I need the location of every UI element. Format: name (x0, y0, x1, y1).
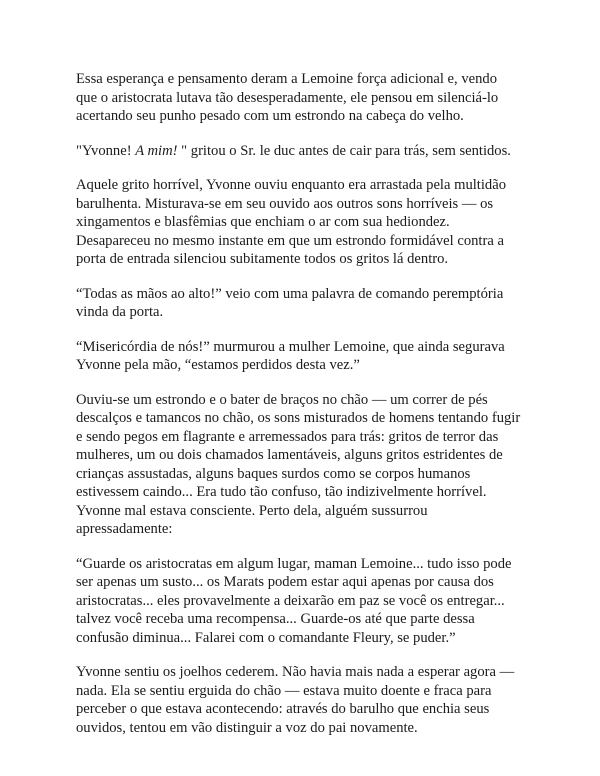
text-line: “Misericórdia de nós!” murmurou a mulher Lemoine, que ainda segurava (76, 338, 505, 355)
text-line: nada. Ela se sentiu erguida do chão — estava muito doente e fraca para (76, 682, 492, 699)
text-line: Desapareceu no mesmo instante em que um estrondo formidável contra a (76, 232, 504, 249)
text-line: crianças assustadas, alguns baques surdos como se corpos humanos (76, 465, 471, 482)
text-line: xingamentos e blasfêmias que enchiam o ar com sua hediondez. (76, 214, 450, 230)
text-line: estivessem caindo... Era tudo tão confuso, tão indizivelmente horrível. (76, 484, 487, 500)
text-line: porta de entrada silenciou subitamente todos os gritos lá dentro. (76, 251, 449, 267)
text-line: Yvonne pela mão, “estamos perdidos desta vez.” (76, 357, 360, 373)
paragraph-8 (76, 663, 546, 737)
paragraph-2 (76, 142, 546, 161)
text-line: ouvidos, tentou em vão distinguir a voz do pai novamente. (76, 719, 418, 736)
paragraph-5 (76, 338, 546, 375)
paragraph-4 (76, 285, 546, 322)
text-line: Yvonne mal estava consciente. Perto dela, alguém sussurrou (76, 502, 428, 519)
text-line: que o aristocrata lutava tão desesperadamente, ele pensou em silenciá-lo (76, 89, 499, 106)
quote-rest: " gritou o Sr. le duc antes de cair para trás, sem sentidos. (177, 142, 511, 159)
text-line: vinda da porta. (76, 304, 164, 320)
text-line: confusão diminua... Falarei com o comandante Fleury, se puder.” (76, 629, 456, 646)
text-line: barulhenta. Misturava-se em seu ouvido aos outros sons horríveis — os (76, 195, 494, 212)
text-line: talvez você receba uma recompensa... Guarde-os até que parte dessa (76, 611, 475, 627)
paragraph-1 (76, 70, 546, 126)
text-line: e sendo pegos em flagrante e arremessados para trás: gritos de terror das (76, 428, 499, 445)
text-line: Essa esperança e pensamento deram a Lemoine força adicional e, vendo (76, 71, 497, 87)
text-line: ser apenas um susto... os Marats podem estar aqui apenas por causa dos (76, 574, 494, 590)
text-line: mulheres, um ou dois chamados lamentáveis, alguns gritos estridentes de (76, 447, 503, 463)
text-line: Aquele grito horrível, Yvonne ouviu enquanto era arrastada pela multidão (76, 177, 506, 193)
text-line: aristocratas... eles provavelmente a deixarão em paz se você os entregar... (76, 592, 505, 609)
paragraph-3 (76, 176, 546, 269)
text-line: “Todas as mãos ao alto!” veio com uma palavra de comando peremptória (76, 285, 504, 302)
text-line: perceber o que estava acontecendo: através do barulho que enchia seus (76, 701, 490, 717)
text-line: descalços e tamancos no chão, os sons misturados de homens tentando fugir (76, 410, 521, 426)
text-line (76, 142, 546, 161)
text-line: acertando seu punho pesado com um estrondo na cabeça do velho. (76, 108, 464, 124)
paragraph-7 (76, 555, 546, 648)
text-line: apressadamente: (76, 521, 173, 537)
text-line: Ouviu-se um estrondo e o bater de braços no chão — um correr de pés (76, 391, 488, 408)
text-line: Yvonne sentiu os joelhos cederem. Não havia mais nada a esperar agora — (76, 664, 515, 680)
italic-exclamation: A mim! (135, 142, 178, 159)
quote-start: "Yvonne! (76, 142, 136, 159)
document-page (76, 70, 546, 753)
text-line: “Guarde os aristocratas em algum lugar, maman Lemoine... tudo isso pode (76, 555, 512, 572)
paragraph-6 (76, 391, 546, 539)
